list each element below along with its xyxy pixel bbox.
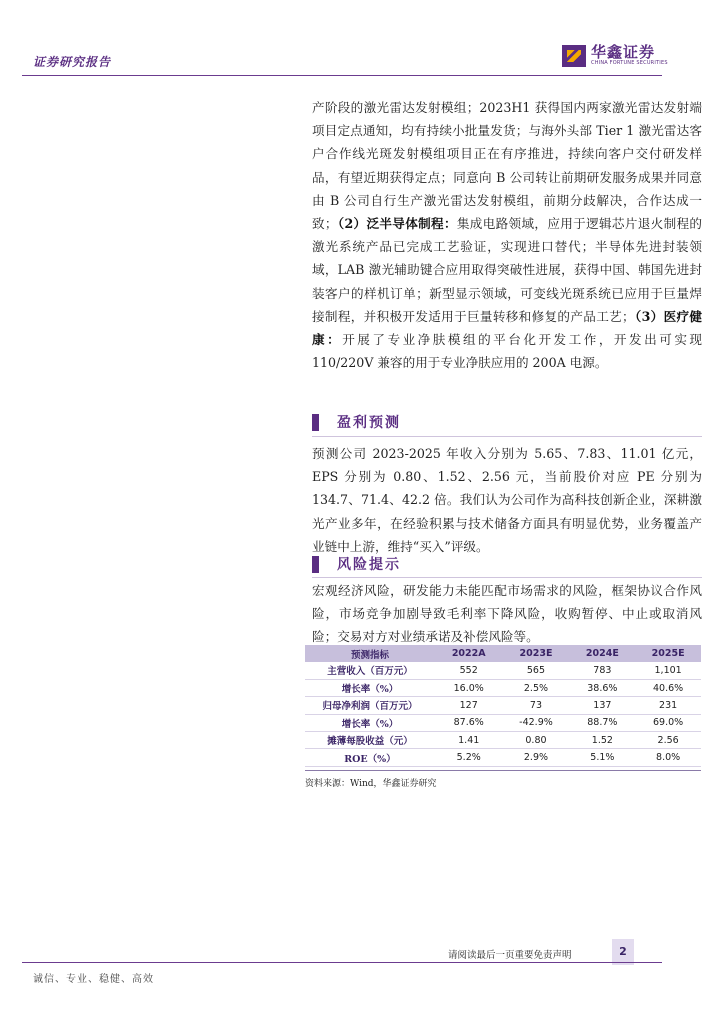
section-divider [312, 436, 702, 437]
table-row [305, 714, 701, 731]
table-cell: 2.9% [502, 749, 569, 766]
table-cell: 8.0% [635, 749, 701, 766]
table-cell: 69.0% [635, 714, 701, 731]
table-cell: 73 [502, 697, 569, 714]
section-title: 盈利预测 [337, 415, 401, 431]
table-cell: 2.5% [502, 679, 569, 696]
table-bottom-rule [305, 770, 701, 771]
table-cell: 5.1% [570, 749, 636, 766]
table-row [305, 697, 701, 714]
header-divider [22, 75, 662, 76]
page-number: 2 [612, 939, 634, 965]
row-label: ROE（%） [305, 749, 435, 766]
table-cell: 1,101 [635, 662, 701, 679]
column-header: 预测指标 [305, 645, 435, 662]
profit-forecast-section [312, 442, 702, 558]
column-header: 2022A [435, 645, 502, 662]
table-cell: 137 [570, 697, 636, 714]
row-label: 增长率（%） [305, 714, 435, 731]
row-label: 摊薄每股收益（元） [305, 732, 435, 749]
business-progress-section [312, 96, 702, 374]
table-row [305, 732, 701, 749]
table-cell: 88.7% [570, 714, 636, 731]
table-cell: 0.80 [502, 732, 569, 749]
section-marker-icon [312, 414, 319, 431]
logo-name-en: CHINA FORTUNE SECURITIES [591, 60, 668, 66]
profit-forecast-text: 预测公司 2023-2025 年收入分别为 5.65、7.83、11.01 亿元，EPS 分别为 0.80、1.52、2.56 元，当前股价对应 PE 分别为 134.7、71.4、42.2 倍。我们认为公司作为高科技创新企业，深耕激光产业多年，在经验积累与技术储备方面具有明显优势，业务覆盖产业链中上游，维持“买入”评级。 [312, 446, 702, 554]
table-cell: 127 [435, 697, 502, 714]
table-cell: -42.9% [502, 714, 569, 731]
business-progress-paragraph [312, 96, 702, 374]
table-row [305, 662, 701, 679]
table-cell: 38.6% [570, 679, 636, 696]
table-cell: 16.0% [435, 679, 502, 696]
table-row [305, 679, 701, 696]
logo-emblem-icon [562, 45, 586, 67]
section-marker-icon [312, 556, 319, 573]
column-header: 2023E [502, 645, 569, 662]
risk-warning-section [312, 579, 702, 649]
risk-warning-text: 宏观经济风险，研发能力未能匹配市场需求的风险，框架协议合作风险，市场竞争加剧导致毛利率下降风险，收购暂停、中止或取消风险；交易对方对业绩承诺及补偿风险等。 [312, 583, 702, 645]
row-label: 增长率（%） [305, 679, 435, 696]
row-label: 归母净利润（百万元） [305, 697, 435, 714]
table-cell: 5.2% [435, 749, 502, 766]
column-header: 2025E [635, 645, 701, 662]
section-title: 风险提示 [337, 557, 401, 573]
table-cell: 1.41 [435, 732, 502, 749]
table-cell: 87.6% [435, 714, 502, 731]
table-cell: 783 [570, 662, 636, 679]
data-source-note: 资料来源：Wind，华鑫证券研究 [305, 779, 437, 789]
section-divider [312, 577, 702, 578]
paragraph-segment: 产阶段的激光雷达发射模组；2023H1 获得国内两家激光雷达发射端项目定点通知，均有持续小批量发货；与海外头部 Tier 1 激光雷达客户合作线光斑发射模组项目正在有序推进，持续向客户交付研发样品，有望近期获得定点；同意向 B 公司转让前期研发服务成果并同意由 B 公司自行生产激光雷达发射模组，前期分歧解决，合作达成一致； [312, 100, 702, 232]
row-label: 主营收入（百万元） [305, 662, 435, 679]
disclaimer-notice: 请阅读最后一页重要免责声明 [448, 950, 572, 961]
risk-warning-heading [312, 554, 401, 574]
table-cell: 1.52 [570, 732, 636, 749]
bold-heading-semiconductor: （2）泛半导体制程： [337, 216, 457, 232]
footer-divider [22, 962, 662, 963]
report-type-label: 证券研究报告 [33, 55, 112, 69]
paragraph-segment: 集成电路领域，应用于逻辑芯片退火制程的激光系统产品已完成工艺验证，实现进口替代；半导体先进封装领域，LAB 激光辅助键合应用取得突破性进展，获得中国、韩国先进封装客户的样机订单；新型显示领域，可变线光斑系统已应用于巨量焊接制程，并积极开发适用于巨量转移和修复的产品工艺； [312, 216, 703, 324]
table-cell: 552 [435, 662, 502, 679]
profit-forecast-heading [312, 412, 401, 432]
paragraph-segment: 开展了专业净肤模组的平台化开发工作，开发出可实现 110/220V 兼容的用于专业净肤应用的 200A 电源。 [312, 332, 703, 371]
company-motto: 诚信、专业、稳健、高效 [33, 974, 154, 985]
forecast-table [305, 645, 701, 767]
table-cell: 565 [502, 662, 569, 679]
table-cell: 231 [635, 697, 701, 714]
table-cell: 40.6% [635, 679, 701, 696]
logo-name-cn: 华鑫证券 [591, 43, 656, 61]
table-cell: 2.56 [635, 732, 701, 749]
table-header-row [305, 645, 701, 662]
column-header: 2024E [570, 645, 636, 662]
table-row [305, 749, 701, 766]
bold-heading-healthcare: （3）医疗健康： [312, 308, 703, 348]
company-logo [562, 44, 668, 67]
